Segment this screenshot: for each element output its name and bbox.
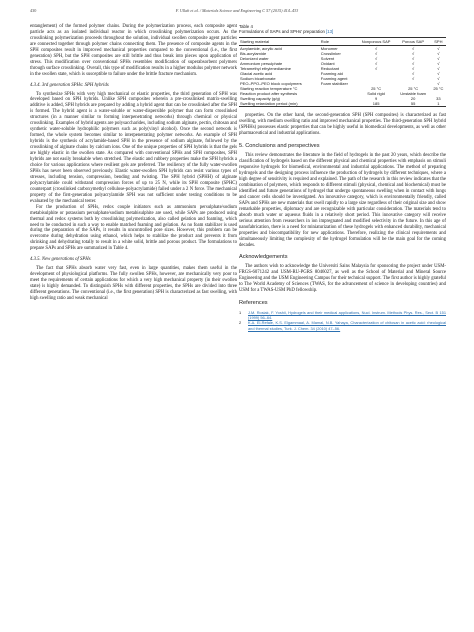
running-header: [30, 8, 444, 18]
table-cell: Glacial acetic acid: [240, 71, 273, 77]
table-cell: √: [437, 45, 440, 51]
page-number: 430: [30, 8, 37, 13]
table-cell: √: [437, 66, 440, 72]
section-4-3-4-paragraph-2: For the production of SPHs, redox couple initiators such as ammonium persulphate/sodium metabisulphite or potassium persulphate/sodium metabisulphite are used, while SAPs are produced using thermal and redox systems both by crosslinking polymerization, also called gelation and foaming, which need to be conducted in such a way to enable matched foaming and gelation. As no foam stabilizer is used during the preparation of the SAPs, it results in uncontrolled pore sizes. However, this problem can be overcome during dehydration using ethanol, which helps to stabilize the product and prevents it from shrinking and dehydrating totally to result in a white solid, brittle and porous product. The formulations to prepare SAPs and SPHs are summarized in Table 4.: [30, 204, 237, 252]
table-cell: Monomer: [320, 45, 338, 51]
table-cell: √: [437, 81, 440, 87]
left-column: [30, 24, 237, 302]
table-cell: Tetramethyl ethylenediamine: [240, 66, 291, 72]
table-cell: 25 °C: [433, 86, 444, 92]
table-4-body: [239, 45, 446, 107]
table-cell: √: [412, 76, 415, 82]
table-cell: Reductant: [320, 66, 340, 72]
table-cell: √: [374, 61, 378, 66]
table-4-label: Table 4: [239, 24, 253, 29]
table-cell: Ammonium persulphate: [240, 61, 283, 66]
table-cell: √: [374, 66, 378, 72]
table-cell: 33: [436, 96, 441, 102]
table-cell: 1: [431, 101, 446, 107]
table-cell: √: [374, 45, 378, 51]
table-cell: 25 °C: [408, 86, 419, 92]
table-cell: √: [412, 45, 415, 51]
table-cell: Swelling retardation period (min): [239, 101, 320, 107]
section-4-3-5-heading: 4.3.5. New generations of SPHs: [30, 257, 91, 263]
table-cell: √: [437, 71, 440, 77]
table-cell: Deionized water: [240, 55, 269, 61]
table-4: [239, 37, 446, 108]
table-cell: 9: [374, 96, 378, 102]
table-cell: √: [412, 71, 415, 77]
table-cell: Crosslinker: [320, 50, 341, 56]
table-header-row: [239, 37, 446, 45]
table-4-title-text: Formulations of SAPs and SPHs' preparation: [239, 29, 327, 35]
table-cell: √: [374, 55, 378, 61]
table-cell: Starting reaction temperature °C: [240, 86, 298, 92]
table-cell: √: [437, 76, 440, 82]
table-cell: PEO–PPO–PEO block copolymers: [240, 81, 302, 87]
table-cell: √: [412, 66, 415, 72]
table-cell: Foaming aid: [320, 71, 343, 77]
table-cell: Solvent: [320, 55, 335, 61]
section-4-3-4-paragraph-1: To synthesize SPHs with very high mechanical or elastic properties, the third generation of SPH was developed based on SPH hybrids. Unlike SPH composites wherein a pre-crosslinked matrix-swelling additive is added, SPH hybrids are prepared by adding a hybrid agent that can be crosslinked after the SPH is formed. The hybrid agent is a water-soluble or water-dispersible polymer that can form crosslinked structures (in a manner similar to forming interpenetrating networks) through chemical or physical crosslinking. Examples of hybrid agents are polysaccharides, including sodium alginate, pectin, chitosan and synthetic water-soluble hydrophilic polymers such as poly(vinyl alcohol). Once the second network is formed, the whole system becomes similar to interpenetrating polymer networks. An example of SPH hybrids is the synthesis of acrylamide-based SPH in the presence of sodium alginate, followed by the crosslinking of alginate chains by calcium ions. One of the unique properties of SPH hybrids is that the gels are highly elastic in the swollen state. As compared with conventional SPHs and SPH composites, SPH hybrids are not easily breakable when stretched. The elastic and rubbery properties make the SPH hybrids a choice for various applications where resilient gels are preferred. The resiliency of the fully water-swollen SPHs has never been observed previously. Elastic water-swollen SPH hybrids can resist various types of stresses, including tension, compression, bending and twisting. The SPH hybrid (SPHH) of alginate polyacrylamide could withstand compression forces of up to 25 N, while its SPH composite (SPHC) counterpart (crosslinked carboxymethyl cellulose-polyacrylamide) failed under a 2 N force. The mechanical property of the first-generation polyacrylamide SPH was not sufficient under testing conditions to be evaluated by the mechanical tester.: [30, 91, 237, 204]
right-column: [239, 24, 446, 331]
table-cell: √: [437, 50, 440, 56]
table-cell: 55: [396, 101, 431, 107]
table-cell: 185: [357, 101, 396, 107]
table-cell: Unstable foam: [400, 91, 426, 97]
table-cell: √: [412, 61, 415, 66]
table-header-cell: Porous SAP: [396, 37, 431, 45]
table-cell: √: [437, 55, 440, 61]
table-cell: Bis-acrylamide: [240, 50, 267, 56]
section-4-3-5-paragraph: The fact that SPHs absorb water very fast, even in large quantities, makes them useful in the development of physiological platforms. The fully swollen SPHs, however, are mechanically very poor to meet the requirements of certain applications for which a very high mechanical property (in their swollen state) is highly demanded. To distinguish SPHs with different properties, the SPHs are divided into three different generations. The conventional (i.e., the first generation) SPH is characterized as fast swelling, with high swelling ratio and weak mechanical: [30, 266, 237, 301]
table-header-cell: Starting material: [239, 37, 320, 45]
reference-link[interactable]: K.A. El-Refaie, K.S. Elgammaal, A. Mamal, N.B. Yahaya, Characterization of chitosan in acetic acid: rheological and thermal studies, Turk. J. Chem. 34 (2010) 47–56.: [248, 320, 446, 331]
table-cell: [320, 101, 357, 107]
table-cell: Acrylamide, acrylic acid: [240, 45, 282, 51]
section-4-3-4-heading: 4.3.4. 3rd generation SPHs: SPH hybrids: [30, 82, 109, 88]
table-cell: √: [412, 55, 415, 61]
table-cell: √: [374, 50, 378, 56]
table-cell: Oxidant: [320, 61, 335, 66]
reference-item: [239, 320, 446, 330]
acknowledgements-paragraph: The authors wish to acknowledge the Universiti Sains Malaysia for sponsoring the project under USM-FRGS-6071242 and USM-RU-PGRS 8046027, as well as the School of Material and Mineral Source Engineering and the USM Engineering Campus for their technical support. The first author is highly grateful to The World Academy of Sciences (TWAS, for the advancement of science in developing countries) and USM for a TWAS-USM PhD fellowship.: [239, 264, 446, 294]
acknowledgements-heading: Acknowledgements: [239, 254, 288, 261]
table-cell: Sodium bicarbonate: [240, 76, 276, 82]
table-cell: Reaction product after synthesis: [240, 91, 298, 97]
table-cell: 25 °C: [371, 86, 382, 92]
reference-item: [239, 310, 446, 320]
table-cell: Foaming agent: [320, 76, 348, 82]
table-row: [239, 101, 446, 107]
references-heading: References: [239, 300, 268, 307]
table-cell: √: [412, 50, 415, 56]
intro-paragraph: entanglement) of the formed polymer chains. During the polymerization process, each composite agent particle acts as an isolated individual reactor in which crosslinking polymerization occurs. As the crosslinking polymerization proceeds throughout the solution, individual swollen composite agent particles are connected together through polymer chains connecting them. The presence of composite agents in the SPH composites result in improved mechanical properties compared to the conventional (i.e., the first generation) SPH, but the SPH composites are still brittle and thus break into pieces upon application of stress. This modification over conventional SPHs resembles modification of superabsorbent polymers through surface crosslinking. Overall, this type of modification results in a higher modulus polymer network in the swollen state, which is susceptible to failure under the brittle fracture mechanism.: [30, 24, 237, 77]
table-4-citation-link[interactable]: [13]: [326, 29, 334, 35]
conclusions-paragraph: This review demonstrates the literature in the field of hydrogels in the past 20 years, which describe the classification of hydrogels based on the different physical and chemical properties with emphasis on stimuli responsive hydrogels for biomedical, environmental and industrial applications. The method of preparing hydrogels and the designing process influence the production of hydrogels by different techniques, where a high degree of sensitivity is required and explained. The path of the research in this review indicates that the combination of polymers, which responds to different stimuli (physical, chemical and biochemical) must be identified and future generations of hydrogel that undergo spontaneous swelling when in contact with lungs and cancer cells should be investigated. An innovative category, which is environmentally friendly, called SAPs and SPHs are new materials that swell rapidly to a large size regardless of their original size and show remarkable properties, diplomacy and are recognizable with particular consideration. The materials tend to absorb much water or aqueous fluids in a relatively short period. This innovative category will receive serious attention from researchers in ion impregnated and modified selectivity in the future. In this age of nanofabrication, there is a need for miniaturization of these hydrogels with enhanced durability, mechanical properties and biocompatibility for new applications. Therefore, realizing the clinical requirements and simultaneously limiting the complexity of the hydrogel formulation will be the main goal for the coming decades.: [239, 153, 446, 248]
table-4-caption: [239, 24, 446, 35]
reference-number: 1: [239, 310, 242, 316]
table-cell: Swelling capacity (g/g): [240, 96, 281, 102]
table-header-cell: Role: [320, 37, 357, 45]
table-4-title: [239, 29, 446, 34]
table-cell: 20: [410, 96, 416, 102]
table-cell: √: [437, 61, 440, 66]
table-header-cell: Nonporous SAP: [357, 37, 396, 45]
reference-link[interactable]: J.M. Rosiak, F. Yoshii, Hydrogels and their medical applications, Nucl. Instrum. Methods Phys. Res., Sect. B 151 (1999) 56–64.: [248, 310, 446, 321]
table-header-cell: SPH: [431, 37, 446, 45]
reference-number: 2: [239, 320, 242, 326]
journal-citation: F. Ullah et al. / Materials Science and Engineering C 57 (2015) 414–433: [175, 8, 299, 13]
conclusions-heading: 5. Conclusions and perspectives: [239, 143, 320, 150]
table-cell: Foam stabilizer: [320, 81, 348, 87]
references-list: [239, 310, 446, 330]
spe-continuation-paragraph: properties. On the other hand, the second-generation SPH (SPH composites) is characterized as fast swelling, with medium swelling ratio and improved mechanical properties. The third-generation SPH hybrid (SPHHs) possesses elastic properties that can be highly useful in biomedical developments, as well as other pharmaceutical and industrial applications.: [239, 113, 446, 137]
table-cell: Solid rigid: [367, 91, 385, 97]
